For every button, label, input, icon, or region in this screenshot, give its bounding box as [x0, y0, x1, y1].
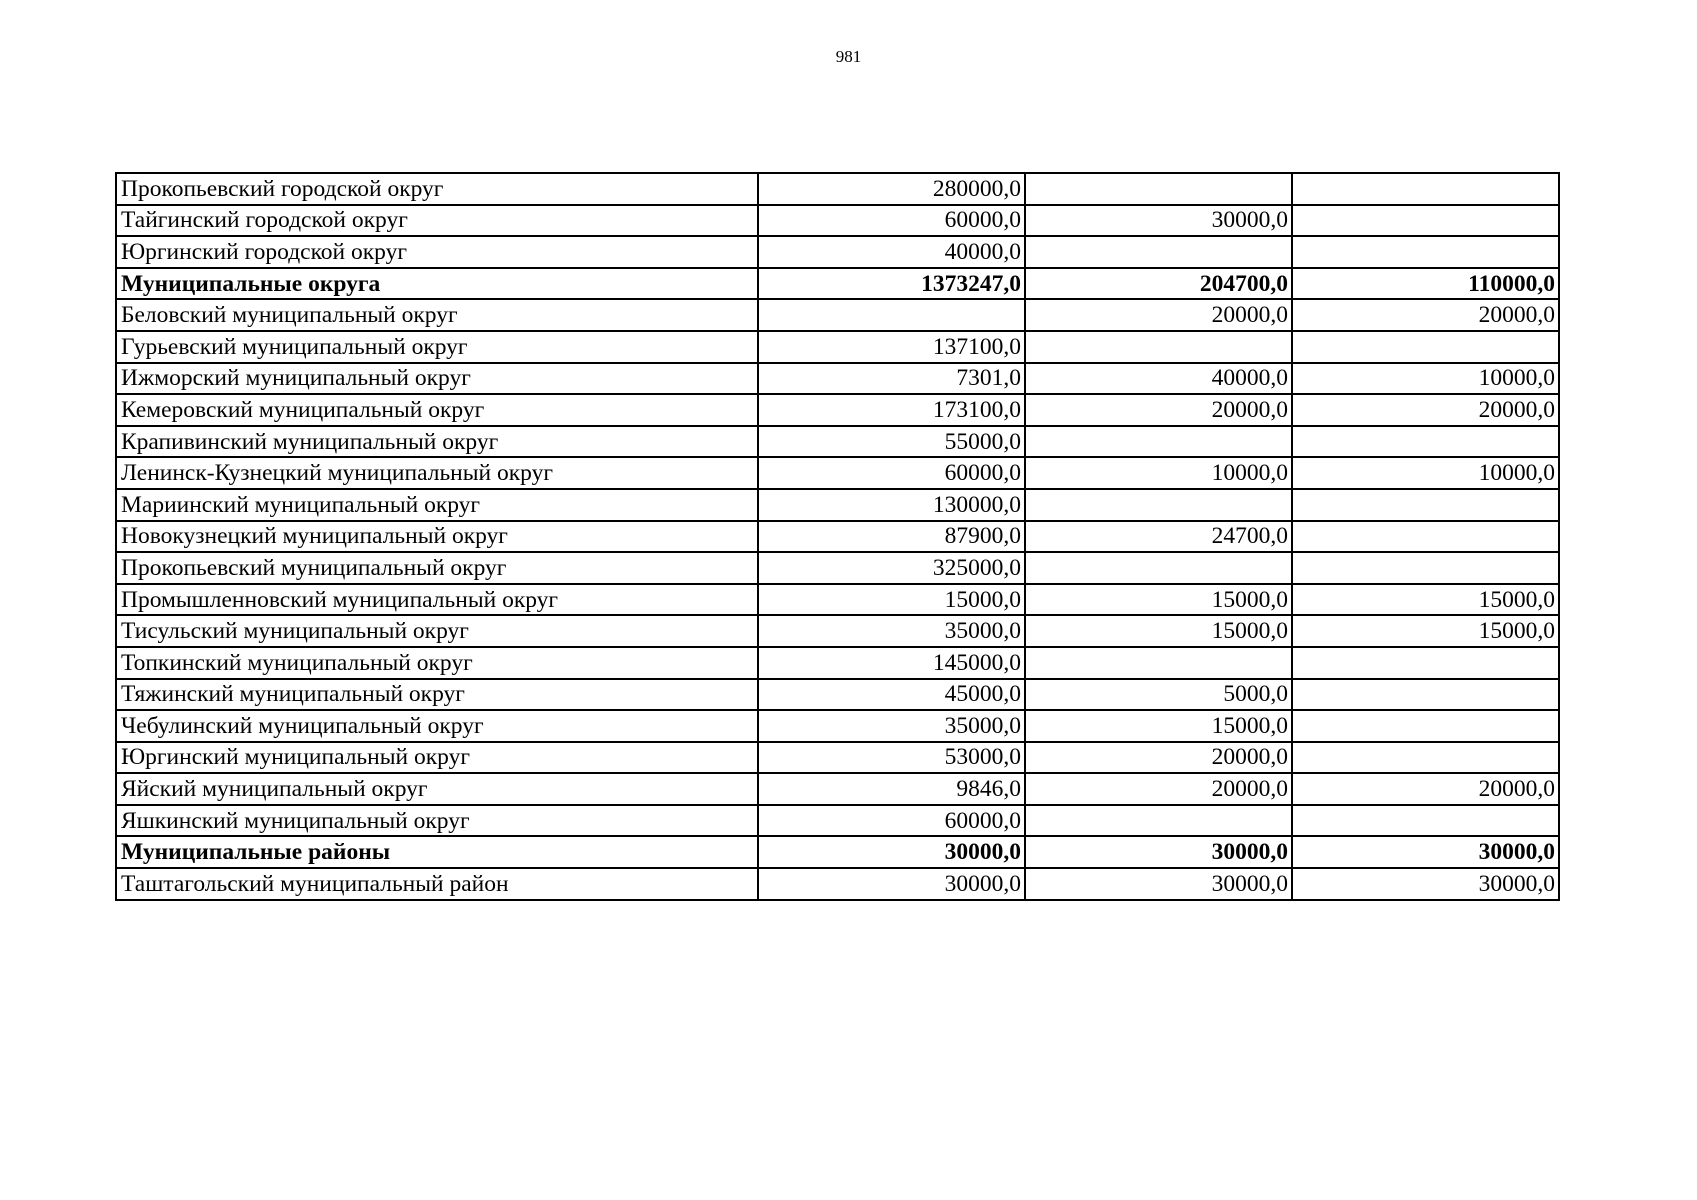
- row-name-cell: Беловский муниципальный округ: [116, 299, 758, 331]
- value-cell-col3: 15000,0: [1292, 584, 1559, 616]
- value-cell-col2: [1025, 647, 1292, 679]
- value-cell-col2: 15000,0: [1025, 615, 1292, 647]
- table-row: [116, 394, 1559, 426]
- row-name-cell: Тисульский муниципальный округ: [116, 615, 758, 647]
- value-cell-col1: 30000,0: [758, 836, 1025, 868]
- budget-table-body: [116, 173, 1559, 900]
- value-cell-col1: 15000,0: [758, 584, 1025, 616]
- table-row: [116, 426, 1559, 458]
- table-row: [116, 552, 1559, 584]
- table-row: [116, 363, 1559, 395]
- value-cell-col2: 24700,0: [1025, 521, 1292, 553]
- value-cell-col1: 60000,0: [758, 205, 1025, 237]
- value-cell-col2: 15000,0: [1025, 584, 1292, 616]
- value-cell-col1: 7301,0: [758, 363, 1025, 395]
- value-cell-col3: [1292, 679, 1559, 711]
- value-cell-col3: [1292, 173, 1559, 205]
- value-cell-col1: 40000,0: [758, 236, 1025, 268]
- table-row: [116, 584, 1559, 616]
- table-row: [116, 268, 1559, 300]
- row-name-cell: Кемеровский муниципальный округ: [116, 394, 758, 426]
- value-cell-col2: [1025, 805, 1292, 837]
- row-name-cell: Юргинский городской округ: [116, 236, 758, 268]
- row-name-cell: Ижморский муниципальный округ: [116, 363, 758, 395]
- table-row: [116, 173, 1559, 205]
- value-cell-col3: [1292, 710, 1559, 742]
- table-row: [116, 710, 1559, 742]
- value-cell-col3: 20000,0: [1292, 394, 1559, 426]
- value-cell-col3: [1292, 205, 1559, 237]
- value-cell-col3: [1292, 236, 1559, 268]
- table-row: [116, 647, 1559, 679]
- value-cell-col2: 20000,0: [1025, 742, 1292, 774]
- table-row: [116, 457, 1559, 489]
- table-row: [116, 236, 1559, 268]
- value-cell-col2: [1025, 236, 1292, 268]
- value-cell-col1: 173100,0: [758, 394, 1025, 426]
- value-cell-col3: [1292, 521, 1559, 553]
- table-row: [116, 521, 1559, 553]
- value-cell-col1: [758, 299, 1025, 331]
- value-cell-col3: 10000,0: [1292, 363, 1559, 395]
- table-row: [116, 836, 1559, 868]
- row-name-cell: Гурьевский муниципальный округ: [116, 331, 758, 363]
- row-name-cell: Прокопьевский городской округ: [116, 173, 758, 205]
- value-cell-col1: 280000,0: [758, 173, 1025, 205]
- value-cell-col2: 204700,0: [1025, 268, 1292, 300]
- value-cell-col2: 40000,0: [1025, 363, 1292, 395]
- row-name-cell: Чебулинский муниципальный округ: [116, 710, 758, 742]
- value-cell-col2: [1025, 489, 1292, 521]
- value-cell-col3: 30000,0: [1292, 868, 1559, 900]
- row-name-cell: Яшкинский муниципальный округ: [116, 805, 758, 837]
- value-cell-col3: [1292, 552, 1559, 584]
- value-cell-col1: 145000,0: [758, 647, 1025, 679]
- value-cell-col3: [1292, 331, 1559, 363]
- value-cell-col1: 55000,0: [758, 426, 1025, 458]
- value-cell-col1: 1373247,0: [758, 268, 1025, 300]
- value-cell-col1: 35000,0: [758, 615, 1025, 647]
- value-cell-col3: [1292, 647, 1559, 679]
- value-cell-col2: 30000,0: [1025, 868, 1292, 900]
- value-cell-col2: 20000,0: [1025, 299, 1292, 331]
- value-cell-col3: 20000,0: [1292, 773, 1559, 805]
- value-cell-col3: 20000,0: [1292, 299, 1559, 331]
- value-cell-col2: 30000,0: [1025, 205, 1292, 237]
- row-name-cell: Таштагольский муниципальный район: [116, 868, 758, 900]
- page-number: 981: [835, 47, 862, 66]
- budget-table: [115, 172, 1560, 901]
- row-name-cell: Тяжинский муниципальный округ: [116, 679, 758, 711]
- row-name-cell: Мариинский муниципальный округ: [116, 489, 758, 521]
- value-cell-col1: 60000,0: [758, 457, 1025, 489]
- value-cell-col1: 325000,0: [758, 552, 1025, 584]
- table-row: [116, 331, 1559, 363]
- row-name-cell: Яйский муниципальный округ: [116, 773, 758, 805]
- value-cell-col3: 15000,0: [1292, 615, 1559, 647]
- value-cell-col3: 30000,0: [1292, 836, 1559, 868]
- value-cell-col1: 137100,0: [758, 331, 1025, 363]
- value-cell-col2: 5000,0: [1025, 679, 1292, 711]
- value-cell-col2: [1025, 173, 1292, 205]
- value-cell-col2: 15000,0: [1025, 710, 1292, 742]
- table-row: [116, 868, 1559, 900]
- value-cell-col2: 30000,0: [1025, 836, 1292, 868]
- value-cell-col1: 35000,0: [758, 710, 1025, 742]
- value-cell-col1: 60000,0: [758, 805, 1025, 837]
- row-name-cell: Юргинский муниципальный округ: [116, 742, 758, 774]
- row-name-cell: Топкинский муниципальный округ: [116, 647, 758, 679]
- value-cell-col1: 45000,0: [758, 679, 1025, 711]
- row-name-cell: Тайгинский городской округ: [116, 205, 758, 237]
- value-cell-col3: [1292, 742, 1559, 774]
- row-name-cell: Прокопьевский муниципальный округ: [116, 552, 758, 584]
- value-cell-col2: 20000,0: [1025, 773, 1292, 805]
- value-cell-col2: 20000,0: [1025, 394, 1292, 426]
- value-cell-col2: [1025, 552, 1292, 584]
- table-row: [116, 679, 1559, 711]
- row-name-cell: Муниципальные округа: [116, 268, 758, 300]
- table-row: [116, 615, 1559, 647]
- value-cell-col3: [1292, 805, 1559, 837]
- value-cell-col1: 53000,0: [758, 742, 1025, 774]
- value-cell-col1: 9846,0: [758, 773, 1025, 805]
- table-row: [116, 805, 1559, 837]
- row-name-cell: Промышленновский муниципальный округ: [116, 584, 758, 616]
- value-cell-col1: 130000,0: [758, 489, 1025, 521]
- value-cell-col3: 110000,0: [1292, 268, 1559, 300]
- table-row: [116, 489, 1559, 521]
- row-name-cell: Ленинск-Кузнецкий муниципальный округ: [116, 457, 758, 489]
- value-cell-col2: [1025, 331, 1292, 363]
- table-row: [116, 742, 1559, 774]
- row-name-cell: Новокузнецкий муниципальный округ: [116, 521, 758, 553]
- value-cell-col3: [1292, 426, 1559, 458]
- value-cell-col2: [1025, 426, 1292, 458]
- value-cell-col1: 30000,0: [758, 868, 1025, 900]
- value-cell-col3: [1292, 489, 1559, 521]
- row-name-cell: Муниципальные районы: [116, 836, 758, 868]
- table-row: [116, 773, 1559, 805]
- value-cell-col3: 10000,0: [1292, 457, 1559, 489]
- table-row: [116, 299, 1559, 331]
- value-cell-col1: 87900,0: [758, 521, 1025, 553]
- row-name-cell: Крапивинский муниципальный округ: [116, 426, 758, 458]
- table-row: [116, 205, 1559, 237]
- value-cell-col2: 10000,0: [1025, 457, 1292, 489]
